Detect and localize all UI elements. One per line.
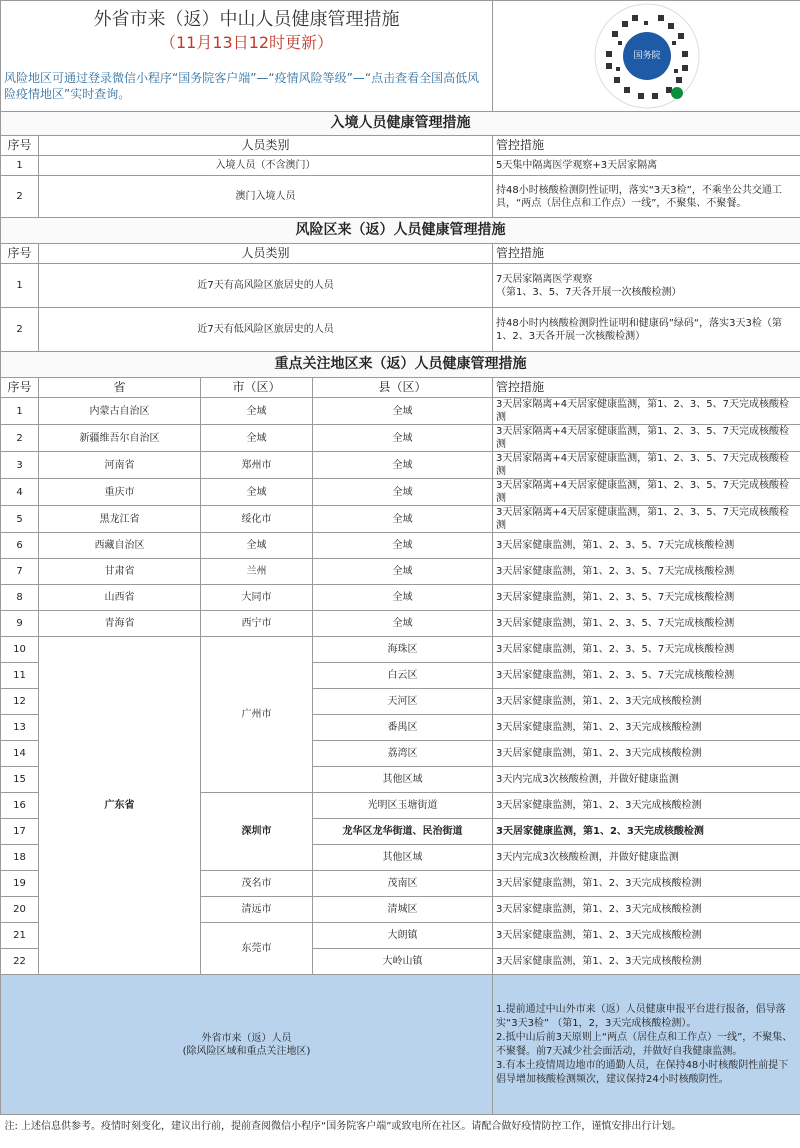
measure-cell: 3天居家隔离+4天居家健康监测，第1、2、3、5、7天完成核酸检测 — [493, 452, 800, 479]
county-cell: 荔湾区 — [313, 741, 493, 767]
row-no: 8 — [1, 585, 39, 611]
city-cell: 大同市 — [201, 585, 313, 611]
measure-cell: 3天居家健康监测，第1、2、3天完成核酸检测 — [493, 819, 800, 845]
city-guangzhou: 广州市 — [201, 637, 313, 793]
county-cell: 全域 — [313, 425, 493, 452]
county-cell: 龙华区龙华街道、民治街道 — [313, 819, 493, 845]
measure-cell: 3天居家隔离+4天居家健康监测，第1、2、3、5、7天完成核酸检测 — [493, 479, 800, 506]
row-no: 4 — [1, 479, 39, 506]
measure-cell: 3天居家健康监测，第1、2、3、5、7天完成核酸检测 — [493, 559, 800, 585]
measure-cell: 3天居家健康监测，第1、2、3天完成核酸检测 — [493, 949, 800, 975]
row-no: 3 — [1, 452, 39, 479]
col-header-type: 人员类别 — [39, 244, 493, 264]
row-no: 19 — [1, 871, 39, 897]
county-cell: 光明区玉塘街道 — [313, 793, 493, 819]
province-cell: 黑龙江省 — [39, 506, 201, 533]
city-cell: 全域 — [201, 533, 313, 559]
measure-cell: 3天居家健康监测，第1、2、3天完成核酸检测 — [493, 871, 800, 897]
row-no: 11 — [1, 663, 39, 689]
risk-section-title: 风险区来（返）人员健康管理措施 — [1, 218, 800, 244]
col-header-measure: 管控措施 — [493, 136, 800, 156]
row-no: 14 — [1, 741, 39, 767]
row-type: 近7天有高风险区旅居史的人员 — [39, 264, 493, 308]
measure-cell: 3天居家健康监测，第1、2、3、5、7天完成核酸检测 — [493, 637, 800, 663]
other-measure: 1.提前通过中山外市来（返）人员健康申报平台进行报备，倡导落实“3天3检” （第1，2，3天完成核酸检测）。 2.抵中山后前3天原则上“两点（居住点和工作点）一线”，不聚集、不聚餐。前7天减少社会面活动，并做好自我健康监测。 3.有本土疫情周边地市的通勤人员，在保持48小时核酸阴性前提下倡导增加核酸检测频次，建议保持24小时核酸阴性。 — [493, 975, 800, 1115]
county-cell: 全域 — [313, 585, 493, 611]
key-area-row — [1, 479, 800, 506]
row-no: 1 — [1, 264, 39, 308]
province-cell: 重庆市 — [39, 479, 201, 506]
key-area-row — [1, 452, 800, 479]
measure-cell: 3天居家隔离+4天居家健康监测，第1、2、3、5、7天完成核酸检测 — [493, 425, 800, 452]
row-measure: 持48小时核酸检测阴性证明，落实“3天3检”，不乘坐公共交通工具，“两点（居住点和工作点）一线”，不聚集、不聚餐。 — [493, 176, 800, 218]
row-no: 1 — [1, 156, 39, 176]
province-cell: 西藏自治区 — [39, 533, 201, 559]
row-measure: 持48小时内核酸检测阴性证明和健康码”绿码“，落实3天3检（第1、2、3天各开展一次核酸检测） — [493, 308, 800, 352]
key-section-title: 重点关注地区来（返）人员健康管理措施 — [1, 352, 800, 378]
qr-code-icon — [592, 1, 702, 111]
col-header-no: 序号 — [1, 244, 39, 264]
measure-cell: 3天居家健康监测，第1、2、3、5、7天完成核酸检测 — [493, 611, 800, 637]
col-header-type: 人员类别 — [39, 136, 493, 156]
city-cell: 全域 — [201, 398, 313, 425]
row-no: 9 — [1, 611, 39, 637]
row-no: 6 — [1, 533, 39, 559]
province-cell: 新疆维吾尔自治区 — [39, 425, 201, 452]
key-area-row — [1, 559, 800, 585]
city-shenzhen: 深圳市 — [201, 793, 313, 871]
row-no: 10 — [1, 637, 39, 663]
county-cell: 全域 — [313, 398, 493, 425]
key-area-row — [1, 585, 800, 611]
city-cell: 全域 — [201, 425, 313, 452]
col-header-province: 省 — [39, 378, 201, 398]
row-type: 近7天有低风险区旅居史的人员 — [39, 308, 493, 352]
row-no: 12 — [1, 689, 39, 715]
row-type: 入境人员（不含澳门） — [39, 156, 493, 176]
county-cell: 全域 — [313, 506, 493, 533]
measure-cell: 3天居家健康监测，第1、2、3天完成核酸检测 — [493, 923, 800, 949]
measure-cell: 3天居家健康监测，第1、2、3天完成核酸检测 — [493, 793, 800, 819]
county-cell: 清城区 — [313, 897, 493, 923]
header-title-cell — [1, 1, 493, 62]
col-header-measure: 管控措施 — [493, 378, 800, 398]
county-cell: 全域 — [313, 611, 493, 637]
city-qingyuan: 清远市 — [201, 897, 313, 923]
qr-code — [496, 1, 797, 111]
row-no: 21 — [1, 923, 39, 949]
row-no: 2 — [1, 308, 39, 352]
key-area-row — [1, 611, 800, 637]
county-cell: 全域 — [313, 479, 493, 506]
key-area-row — [1, 398, 800, 425]
row-no: 7 — [1, 559, 39, 585]
row-no: 1 — [1, 398, 39, 425]
row-no: 16 — [1, 793, 39, 819]
province-cell: 甘肃省 — [39, 559, 201, 585]
row-no: 2 — [1, 176, 39, 218]
county-cell: 白云区 — [313, 663, 493, 689]
city-cell: 西宁市 — [201, 611, 313, 637]
col-header-city: 市（区） — [201, 378, 313, 398]
measure-cell: 3天居家隔离+4天居家健康监测，第1、2、3、5、7天完成核酸检测 — [493, 398, 800, 425]
key-area-row — [1, 533, 800, 559]
county-cell: 番禺区 — [313, 715, 493, 741]
entry-section-title: 入境人员健康管理措施 — [1, 112, 800, 136]
county-cell: 其他区域 — [313, 845, 493, 871]
measure-cell: 3天居家健康监测，第1、2、3、5、7天完成核酸检测 — [493, 533, 800, 559]
row-measure: 7天居家隔离医学观察 （第1、3、5、7天各开展一次核酸检测） — [493, 264, 800, 308]
city-maoming: 茂名市 — [201, 871, 313, 897]
row-no: 2 — [1, 425, 39, 452]
county-cell: 大朗镇 — [313, 923, 493, 949]
measure-cell: 3天居家健康监测，第1、2、3、5、7天完成核酸检测 — [493, 663, 800, 689]
province-guangdong: 广东省 — [39, 637, 201, 975]
row-no: 15 — [1, 767, 39, 793]
update-time: （11月13日12时更新） — [159, 33, 334, 53]
other-people-type — [1, 975, 493, 1115]
col-header-measure: 管控措施 — [493, 244, 800, 264]
province-cell: 山西省 — [39, 585, 201, 611]
measure-cell: 3天内完成3次核酸检测，并做好健康监测 — [493, 845, 800, 871]
city-dongguan: 东莞市 — [201, 923, 313, 975]
other-type-line1: 外省市来（返）人员 — [201, 1032, 292, 1044]
risk-query-notice: 风险地区可通过登录微信小程序“国务院客户端”—“疫情风险等级”—“点击查看全国高低风险疫情地区”实时查询。 — [1, 62, 493, 112]
measure-cell: 3天居家隔离+4天居家健康监测，第1、2、3、5、7天完成核酸检测 — [493, 506, 800, 533]
county-cell: 其他区域 — [313, 767, 493, 793]
col-header-county: 县（区） — [313, 378, 493, 398]
key-area-row — [1, 506, 800, 533]
county-cell: 全域 — [313, 452, 493, 479]
footnote: 注: 上述信息供参考。疫情时刻变化，建议出行前，提前查阅微信小程序“国务院客户端”或致电所在社区。请配合做好疫情防控工作，谨慎安排出行计划。 — [4, 1121, 682, 1133]
row-no: 18 — [1, 845, 39, 871]
city-cell: 兰州 — [201, 559, 313, 585]
page-title: 外省市来（返）中山人员健康管理措施 — [93, 9, 400, 31]
county-cell: 大岭山镇 — [313, 949, 493, 975]
measure-cell: 3天居家健康监测，第1、2、3天完成核酸检测 — [493, 897, 800, 923]
measure-cell: 3天居家健康监测，第1、2、3天完成核酸检测 — [493, 715, 800, 741]
row-type: 澳门入境人员 — [39, 176, 493, 218]
province-cell: 河南省 — [39, 452, 201, 479]
city-cell: 全域 — [201, 479, 313, 506]
province-cell: 青海省 — [39, 611, 201, 637]
other-type-line2: (除风险区域和重点关注地区) — [182, 1045, 311, 1057]
county-cell: 全域 — [313, 533, 493, 559]
col-header-no: 序号 — [1, 136, 39, 156]
row-no: 13 — [1, 715, 39, 741]
row-no: 5 — [1, 506, 39, 533]
county-cell: 全域 — [313, 559, 493, 585]
city-cell: 绥化市 — [201, 506, 313, 533]
key-area-row — [1, 425, 800, 452]
county-cell: 茂南区 — [313, 871, 493, 897]
row-measure: 5天集中隔离医学观察+3天居家隔离 — [493, 156, 800, 176]
col-header-no: 序号 — [1, 378, 39, 398]
measure-cell: 3天内完成3次核酸检测，并做好健康监测 — [493, 767, 800, 793]
measure-cell: 3天居家健康监测，第1、2、3、5、7天完成核酸检测 — [493, 585, 800, 611]
row-no: 22 — [1, 949, 39, 975]
row-no: 20 — [1, 897, 39, 923]
qr-logo-label: 国务院 — [633, 51, 661, 61]
qr-cell — [493, 1, 800, 112]
row-no: 17 — [1, 819, 39, 845]
county-cell: 海珠区 — [313, 637, 493, 663]
measure-cell: 3天居家健康监测，第1、2、3天完成核酸检测 — [493, 689, 800, 715]
county-cell: 天河区 — [313, 689, 493, 715]
province-cell: 内蒙古自治区 — [39, 398, 201, 425]
city-cell: 郑州市 — [201, 452, 313, 479]
measure-cell: 3天居家健康监测，第1、2、3天完成核酸检测 — [493, 741, 800, 767]
